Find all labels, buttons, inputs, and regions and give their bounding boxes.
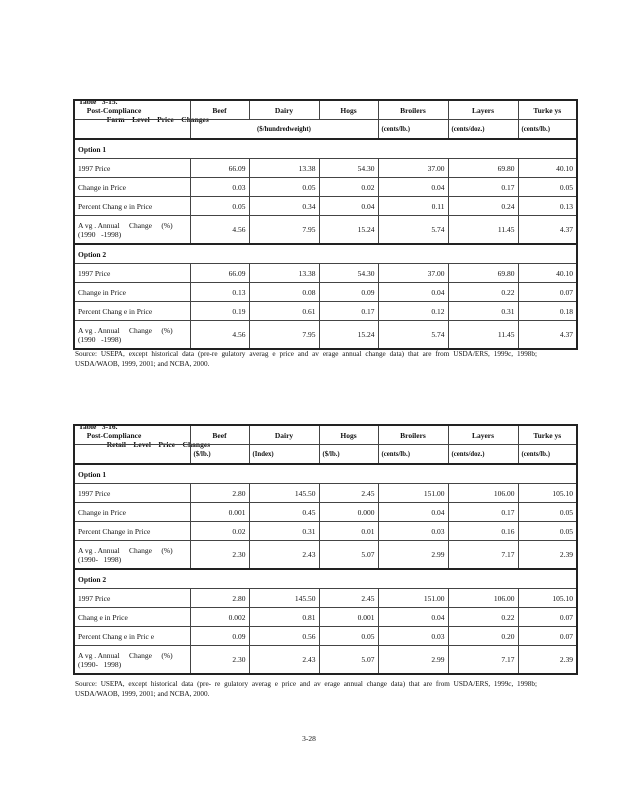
value-cell: 4.37 bbox=[518, 321, 577, 350]
table-number: Table 3-15. bbox=[78, 97, 118, 106]
value-cell: 2.80 bbox=[190, 589, 249, 608]
value-cell: 2.39 bbox=[518, 541, 577, 570]
value-cell: 0.02 bbox=[319, 178, 378, 197]
value-cell: 37.00 bbox=[378, 159, 448, 178]
table-row bbox=[74, 503, 577, 522]
retail-level-price-table bbox=[73, 424, 578, 675]
value-cell: 4.56 bbox=[190, 321, 249, 350]
option-label: Option 1 bbox=[74, 139, 577, 159]
value-cell: 0.05 bbox=[249, 178, 319, 197]
table-number: Table 3-16. bbox=[78, 422, 118, 431]
table-row bbox=[74, 608, 577, 627]
value-cell: 0.05 bbox=[518, 503, 577, 522]
value-cell: 0.34 bbox=[249, 197, 319, 216]
value-cell: 151.00 bbox=[378, 589, 448, 608]
row-label: Change in Price bbox=[74, 283, 190, 302]
table-row bbox=[74, 541, 577, 570]
value-cell: 0.13 bbox=[190, 283, 249, 302]
unit-label: (cents/lb.) bbox=[518, 445, 577, 465]
value-cell: 7.95 bbox=[249, 216, 319, 245]
value-cell: 105.10 bbox=[518, 484, 577, 503]
value-cell: 0.04 bbox=[378, 283, 448, 302]
value-cell: 5.07 bbox=[319, 646, 378, 675]
row-label-line: A vg . Annual Change (%) bbox=[78, 650, 173, 660]
value-cell: 0.16 bbox=[448, 522, 518, 541]
value-cell: 145.50 bbox=[249, 589, 319, 608]
table-row bbox=[74, 178, 577, 197]
value-cell: 0.03 bbox=[378, 522, 448, 541]
row-label: 1997 Price bbox=[74, 159, 190, 178]
value-cell: 0.002 bbox=[190, 608, 249, 627]
value-cell: 0.07 bbox=[518, 627, 577, 646]
corner-cell bbox=[74, 120, 190, 140]
value-cell: 7.17 bbox=[448, 541, 518, 570]
value-cell: 2.99 bbox=[378, 646, 448, 675]
column-header: Dairy bbox=[249, 100, 319, 120]
table-source-note: Source: USEPA, except historical data (pre-re gulatory averag e price and av erage annual change data) that are from USDA/ERS, 1999c, 1998b; USDA/WAOB, 1999, 2001; and NCBA, 2000. bbox=[75, 350, 537, 368]
row-label-line: A vg . Annual Change (%) bbox=[78, 220, 173, 230]
value-cell: 0.24 bbox=[448, 197, 518, 216]
value-cell: 0.07 bbox=[518, 608, 577, 627]
row-label: 1997 Price bbox=[74, 264, 190, 283]
value-cell: 0.05 bbox=[190, 197, 249, 216]
row-label-line: A vg . Annual Change (%) bbox=[78, 545, 173, 555]
option-label: Option 1 bbox=[74, 464, 577, 484]
value-cell: 2.45 bbox=[319, 484, 378, 503]
row-label-period: (1990 -1998) bbox=[78, 334, 122, 344]
value-cell: 145.50 bbox=[249, 484, 319, 503]
table-row bbox=[74, 197, 577, 216]
value-cell: 0.09 bbox=[319, 283, 378, 302]
row-label-period: (1990- 1998) bbox=[78, 659, 122, 669]
value-cell: 0.18 bbox=[518, 302, 577, 321]
unit-label: (Index) bbox=[249, 445, 319, 465]
value-cell: 0.45 bbox=[249, 503, 319, 522]
value-cell: 2.43 bbox=[249, 646, 319, 675]
table-row bbox=[74, 522, 577, 541]
table-row bbox=[74, 646, 577, 675]
value-cell: 0.03 bbox=[190, 178, 249, 197]
value-cell: 15.24 bbox=[319, 216, 378, 245]
value-cell: 0.04 bbox=[378, 178, 448, 197]
value-cell: 0.08 bbox=[249, 283, 319, 302]
value-cell: 0.20 bbox=[448, 627, 518, 646]
column-header-row bbox=[74, 425, 577, 445]
value-cell: 2.30 bbox=[190, 646, 249, 675]
value-cell: 0.09 bbox=[190, 627, 249, 646]
table-row bbox=[74, 627, 577, 646]
value-cell: 5.07 bbox=[319, 541, 378, 570]
column-header: Layers bbox=[448, 100, 518, 120]
farm-level-price-table bbox=[73, 99, 578, 350]
unit-label: ($/lb.) bbox=[190, 445, 249, 465]
table-row bbox=[74, 159, 577, 178]
value-cell: 11.45 bbox=[448, 216, 518, 245]
value-cell: 0.17 bbox=[448, 178, 518, 197]
option-header-row bbox=[74, 569, 577, 589]
row-label bbox=[74, 541, 190, 570]
row-label bbox=[74, 321, 190, 350]
value-cell: 0.01 bbox=[319, 522, 378, 541]
value-cell: 0.05 bbox=[518, 178, 577, 197]
value-cell: 40.10 bbox=[518, 159, 577, 178]
value-cell: 0.56 bbox=[249, 627, 319, 646]
value-cell: 0.07 bbox=[518, 283, 577, 302]
value-cell: 0.17 bbox=[319, 302, 378, 321]
value-cell: 106.00 bbox=[448, 589, 518, 608]
value-cell: 66.09 bbox=[190, 264, 249, 283]
value-cell: 4.37 bbox=[518, 216, 577, 245]
option-header-row bbox=[74, 464, 577, 484]
value-cell: 0.11 bbox=[378, 197, 448, 216]
column-header: Dairy bbox=[249, 425, 319, 445]
value-cell: 0.05 bbox=[319, 627, 378, 646]
column-header: Hogs bbox=[319, 100, 378, 120]
table-source-note: Source: USEPA, except historical data (pre- re gulatory averag e price and av erage annual change data) that are from USDA/ERS, 1999c, 1998b; USDA/WAOB, 1999, 2001; and NCBA, 2000. bbox=[75, 680, 537, 698]
column-header: Turke ys bbox=[518, 425, 577, 445]
value-cell: 0.61 bbox=[249, 302, 319, 321]
row-label: 1997 Price bbox=[74, 589, 190, 608]
value-cell: 0.81 bbox=[249, 608, 319, 627]
unit-label: (cents/doz.) bbox=[448, 120, 518, 140]
unit-label: ($/hundredweight) bbox=[190, 120, 378, 140]
value-cell: 2.45 bbox=[319, 589, 378, 608]
option-header-row bbox=[74, 139, 577, 159]
value-cell: 0.001 bbox=[319, 608, 378, 627]
value-cell: 151.00 bbox=[378, 484, 448, 503]
table-row bbox=[74, 321, 577, 350]
value-cell: 69.80 bbox=[448, 264, 518, 283]
row-label: Percent Chang e in Price bbox=[74, 197, 190, 216]
unit-label: (cents/doz.) bbox=[448, 445, 518, 465]
option-label: Option 2 bbox=[74, 244, 577, 264]
value-cell: 0.02 bbox=[190, 522, 249, 541]
value-cell: 105.10 bbox=[518, 589, 577, 608]
column-header: Beef bbox=[190, 425, 249, 445]
table-title: Post-Compliance bbox=[86, 431, 142, 440]
unit-label: (cents/lb.) bbox=[378, 120, 448, 140]
table-row bbox=[74, 216, 577, 245]
value-cell: 11.45 bbox=[448, 321, 518, 350]
row-label bbox=[74, 216, 190, 245]
table-row bbox=[74, 264, 577, 283]
value-cell: 54.30 bbox=[319, 264, 378, 283]
row-label: Chang e in Price bbox=[74, 608, 190, 627]
value-cell: 0.000 bbox=[319, 503, 378, 522]
corner-cell bbox=[74, 425, 190, 445]
value-cell: 0.22 bbox=[448, 608, 518, 627]
row-label: 1997 Price bbox=[74, 484, 190, 503]
option-label: Option 2 bbox=[74, 569, 577, 589]
table-subtitle: Farm Level Price Changes bbox=[106, 115, 209, 124]
column-header: Beef bbox=[190, 100, 249, 120]
value-cell: 5.74 bbox=[378, 321, 448, 350]
row-label: Percent Chang e in Price bbox=[74, 302, 190, 321]
unit-label: (cents/lb.) bbox=[378, 445, 448, 465]
value-cell: 0.03 bbox=[378, 627, 448, 646]
row-label bbox=[74, 646, 190, 675]
row-label-period: (1990 -1998) bbox=[78, 229, 122, 239]
unit-label: (cents/lb.) bbox=[518, 120, 577, 140]
table-subtitle: Retail Level Price Changes bbox=[106, 440, 211, 449]
column-header-row bbox=[74, 100, 577, 120]
value-cell: 0.19 bbox=[190, 302, 249, 321]
row-label-period: (1990- 1998) bbox=[78, 554, 122, 564]
column-header: Broilers bbox=[378, 100, 448, 120]
value-cell: 66.09 bbox=[190, 159, 249, 178]
value-cell: 0.22 bbox=[448, 283, 518, 302]
value-cell: 0.12 bbox=[378, 302, 448, 321]
value-cell: 37.00 bbox=[378, 264, 448, 283]
value-cell: 0.001 bbox=[190, 503, 249, 522]
value-cell: 0.04 bbox=[319, 197, 378, 216]
value-cell: 0.13 bbox=[518, 197, 577, 216]
value-cell: 13.38 bbox=[249, 264, 319, 283]
column-header: Turke ys bbox=[518, 100, 577, 120]
unit-row bbox=[74, 445, 577, 465]
value-cell: 106.00 bbox=[448, 484, 518, 503]
page-number: 3-28 bbox=[302, 734, 316, 743]
column-header: Layers bbox=[448, 425, 518, 445]
value-cell: 2.80 bbox=[190, 484, 249, 503]
value-cell: 4.56 bbox=[190, 216, 249, 245]
column-header: Broilers bbox=[378, 425, 448, 445]
value-cell: 0.31 bbox=[249, 522, 319, 541]
corner-cell bbox=[74, 445, 190, 465]
row-label: Change in Price bbox=[74, 178, 190, 197]
table-row bbox=[74, 484, 577, 503]
value-cell: 13.38 bbox=[249, 159, 319, 178]
table-row bbox=[74, 283, 577, 302]
table-row bbox=[74, 302, 577, 321]
value-cell: 0.04 bbox=[378, 608, 448, 627]
value-cell: 2.43 bbox=[249, 541, 319, 570]
value-cell: 2.30 bbox=[190, 541, 249, 570]
corner-cell bbox=[74, 100, 190, 120]
unit-label: ($/lb.) bbox=[319, 445, 378, 465]
value-cell: 7.95 bbox=[249, 321, 319, 350]
table-title: Post-Compliance bbox=[86, 106, 142, 115]
row-label: Percent Chang e in Pric e bbox=[74, 627, 190, 646]
option-header-row bbox=[74, 244, 577, 264]
value-cell: 69.80 bbox=[448, 159, 518, 178]
value-cell: 2.39 bbox=[518, 646, 577, 675]
value-cell: 5.74 bbox=[378, 216, 448, 245]
row-label: Percent Change in Price bbox=[74, 522, 190, 541]
row-label-line: A vg . Annual Change (%) bbox=[78, 325, 173, 335]
value-cell: 15.24 bbox=[319, 321, 378, 350]
value-cell: 40.10 bbox=[518, 264, 577, 283]
value-cell: 7.17 bbox=[448, 646, 518, 675]
column-header: Hogs bbox=[319, 425, 378, 445]
value-cell: 0.17 bbox=[448, 503, 518, 522]
value-cell: 0.04 bbox=[378, 503, 448, 522]
value-cell: 2.99 bbox=[378, 541, 448, 570]
table-row bbox=[74, 589, 577, 608]
unit-row bbox=[74, 120, 577, 140]
row-label: Change in Price bbox=[74, 503, 190, 522]
value-cell: 54.30 bbox=[319, 159, 378, 178]
value-cell: 0.31 bbox=[448, 302, 518, 321]
value-cell: 0.05 bbox=[518, 522, 577, 541]
